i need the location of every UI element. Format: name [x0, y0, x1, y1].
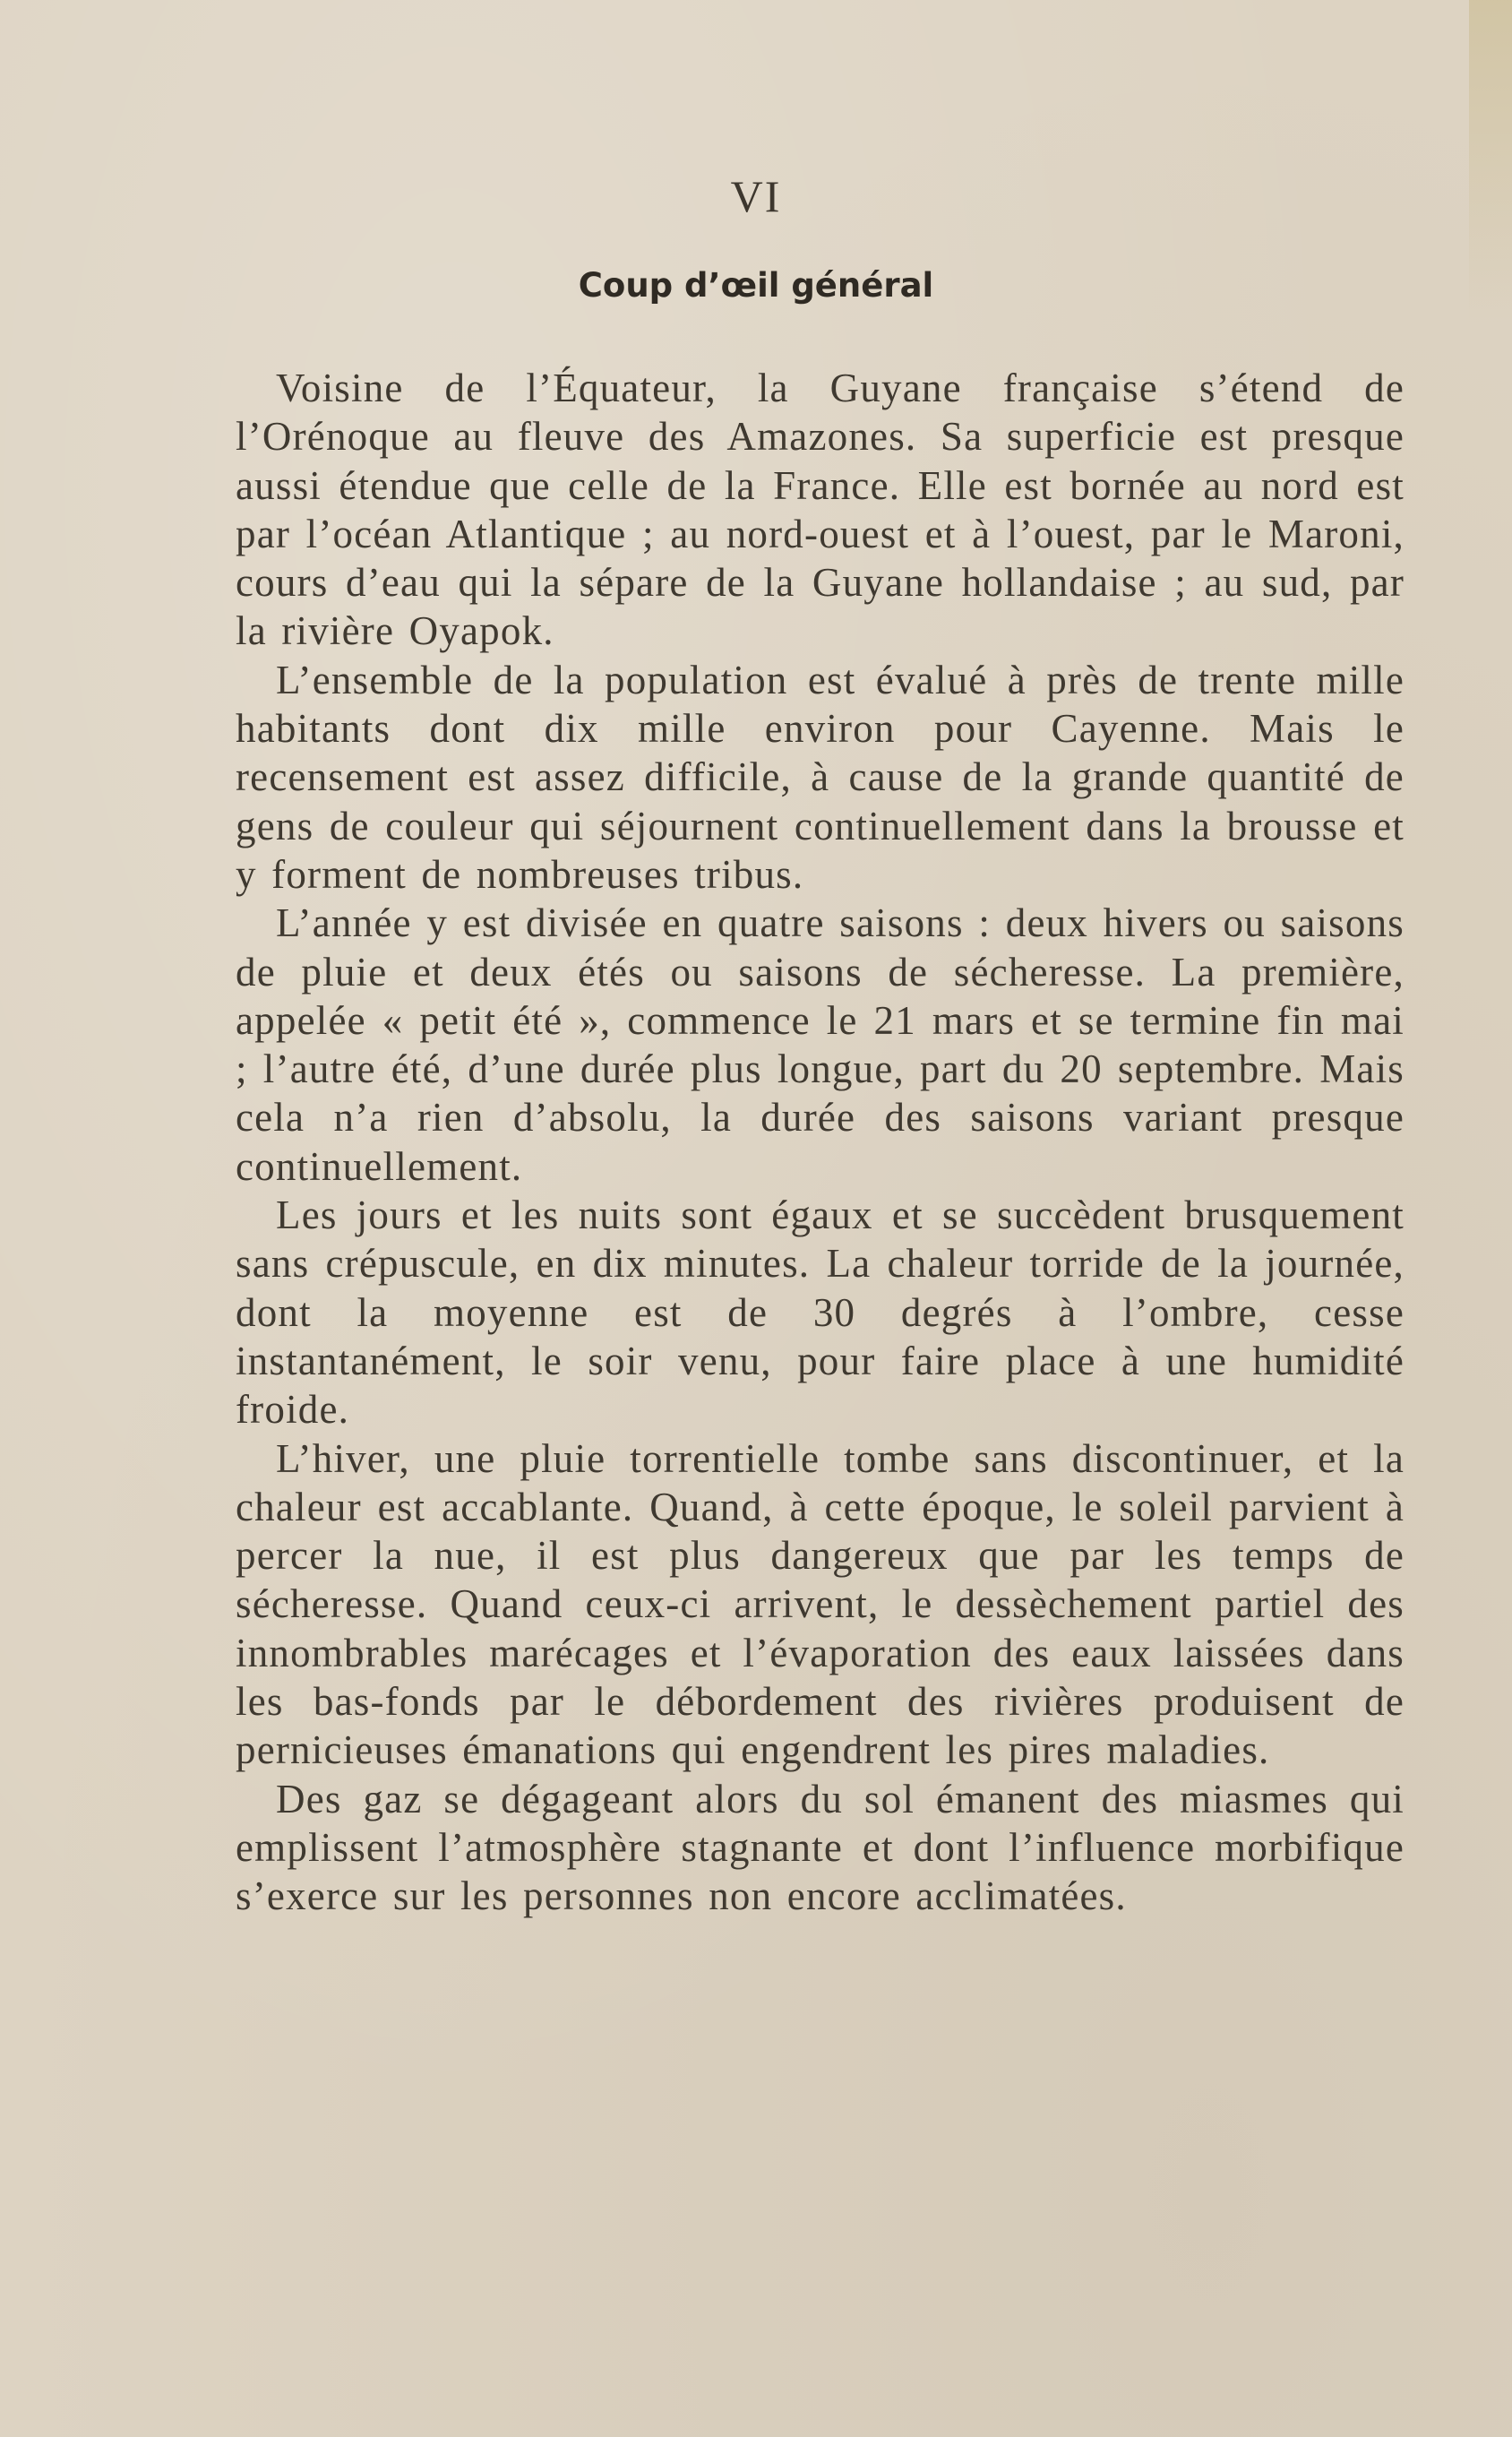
paragraph-seasons: L’année y est divisée en quatre saisons : deux hivers ou saisons de pluie et deux étés ou saisons de sécheresse. La première, appelée « petit été », commence le 21 mars et se termine fin mai ; l’autre été, d’une durée plus longue, part du 20 septembre. Mais cela n’a rien d’absolu, la durée des saisons variant presque continuellement. [236, 900, 1405, 1189]
paragraph-winter: L’hiver, une pluie torrentielle tombe sans discontinuer, et la chaleur est accablante. Quand, à cette époque, le soleil parvient à percer la nue, il est plus dangereux que par les temps de sécheresse. Quand ceux-ci arrivent, le dessèchement partiel des innombrables marécages et l’évaporation des eaux laissées dans les bas-fonds par le débordement des rivières produisent de pernicieuses émanations qui engendrent les pires maladies. [236, 1435, 1405, 1773]
paragraph-miasmas: Des gaz se dégageant alors du sol émanent des miasmes qui emplissent l’atmosphère stagnante et dont l’influence morbifique s’exerce sur les personnes non encore acclimatées. [236, 1776, 1405, 1919]
chapter-title: Coup d’œil général [578, 266, 934, 305]
paragraph-geography: Voisine de l’Équateur, la Guyane française s’étend de l’Orénoque au fleuve des Amazones. Sa superficie est presque aussi étendue que celle de la France. Elle est bornée au nord est par l’océan Atlantique ; au nord-ouest et à l’ouest, par le Maroni, cours d’eau qui la sépare de la Guyane hollandaise ; au sud, par la rivière Oyapok. [236, 366, 1405, 654]
paragraph-population: L’ensemble de la population est évalué à près de trente mille habitants dont dix mille environ pour Cayenne. Mais le recensement est assez difficile, à cause de la grande quantité de gens de couleur qui séjournent continuellement dans la brousse et y forment de nombreuses tribus. [236, 657, 1405, 897]
paragraph-days-nights: Les jours et les nuits sont égaux et se succèdent brusquement sans crépuscule, en dix minutes. La chaleur torride de la journée, dont la moyenne est de 30 degrés à l’ombre, cesse instantanément, le soir venu, pour faire place à une humidité froide. [236, 1193, 1405, 1433]
chapter-number: VI [730, 171, 782, 221]
body-text [236, 364, 1405, 1921]
